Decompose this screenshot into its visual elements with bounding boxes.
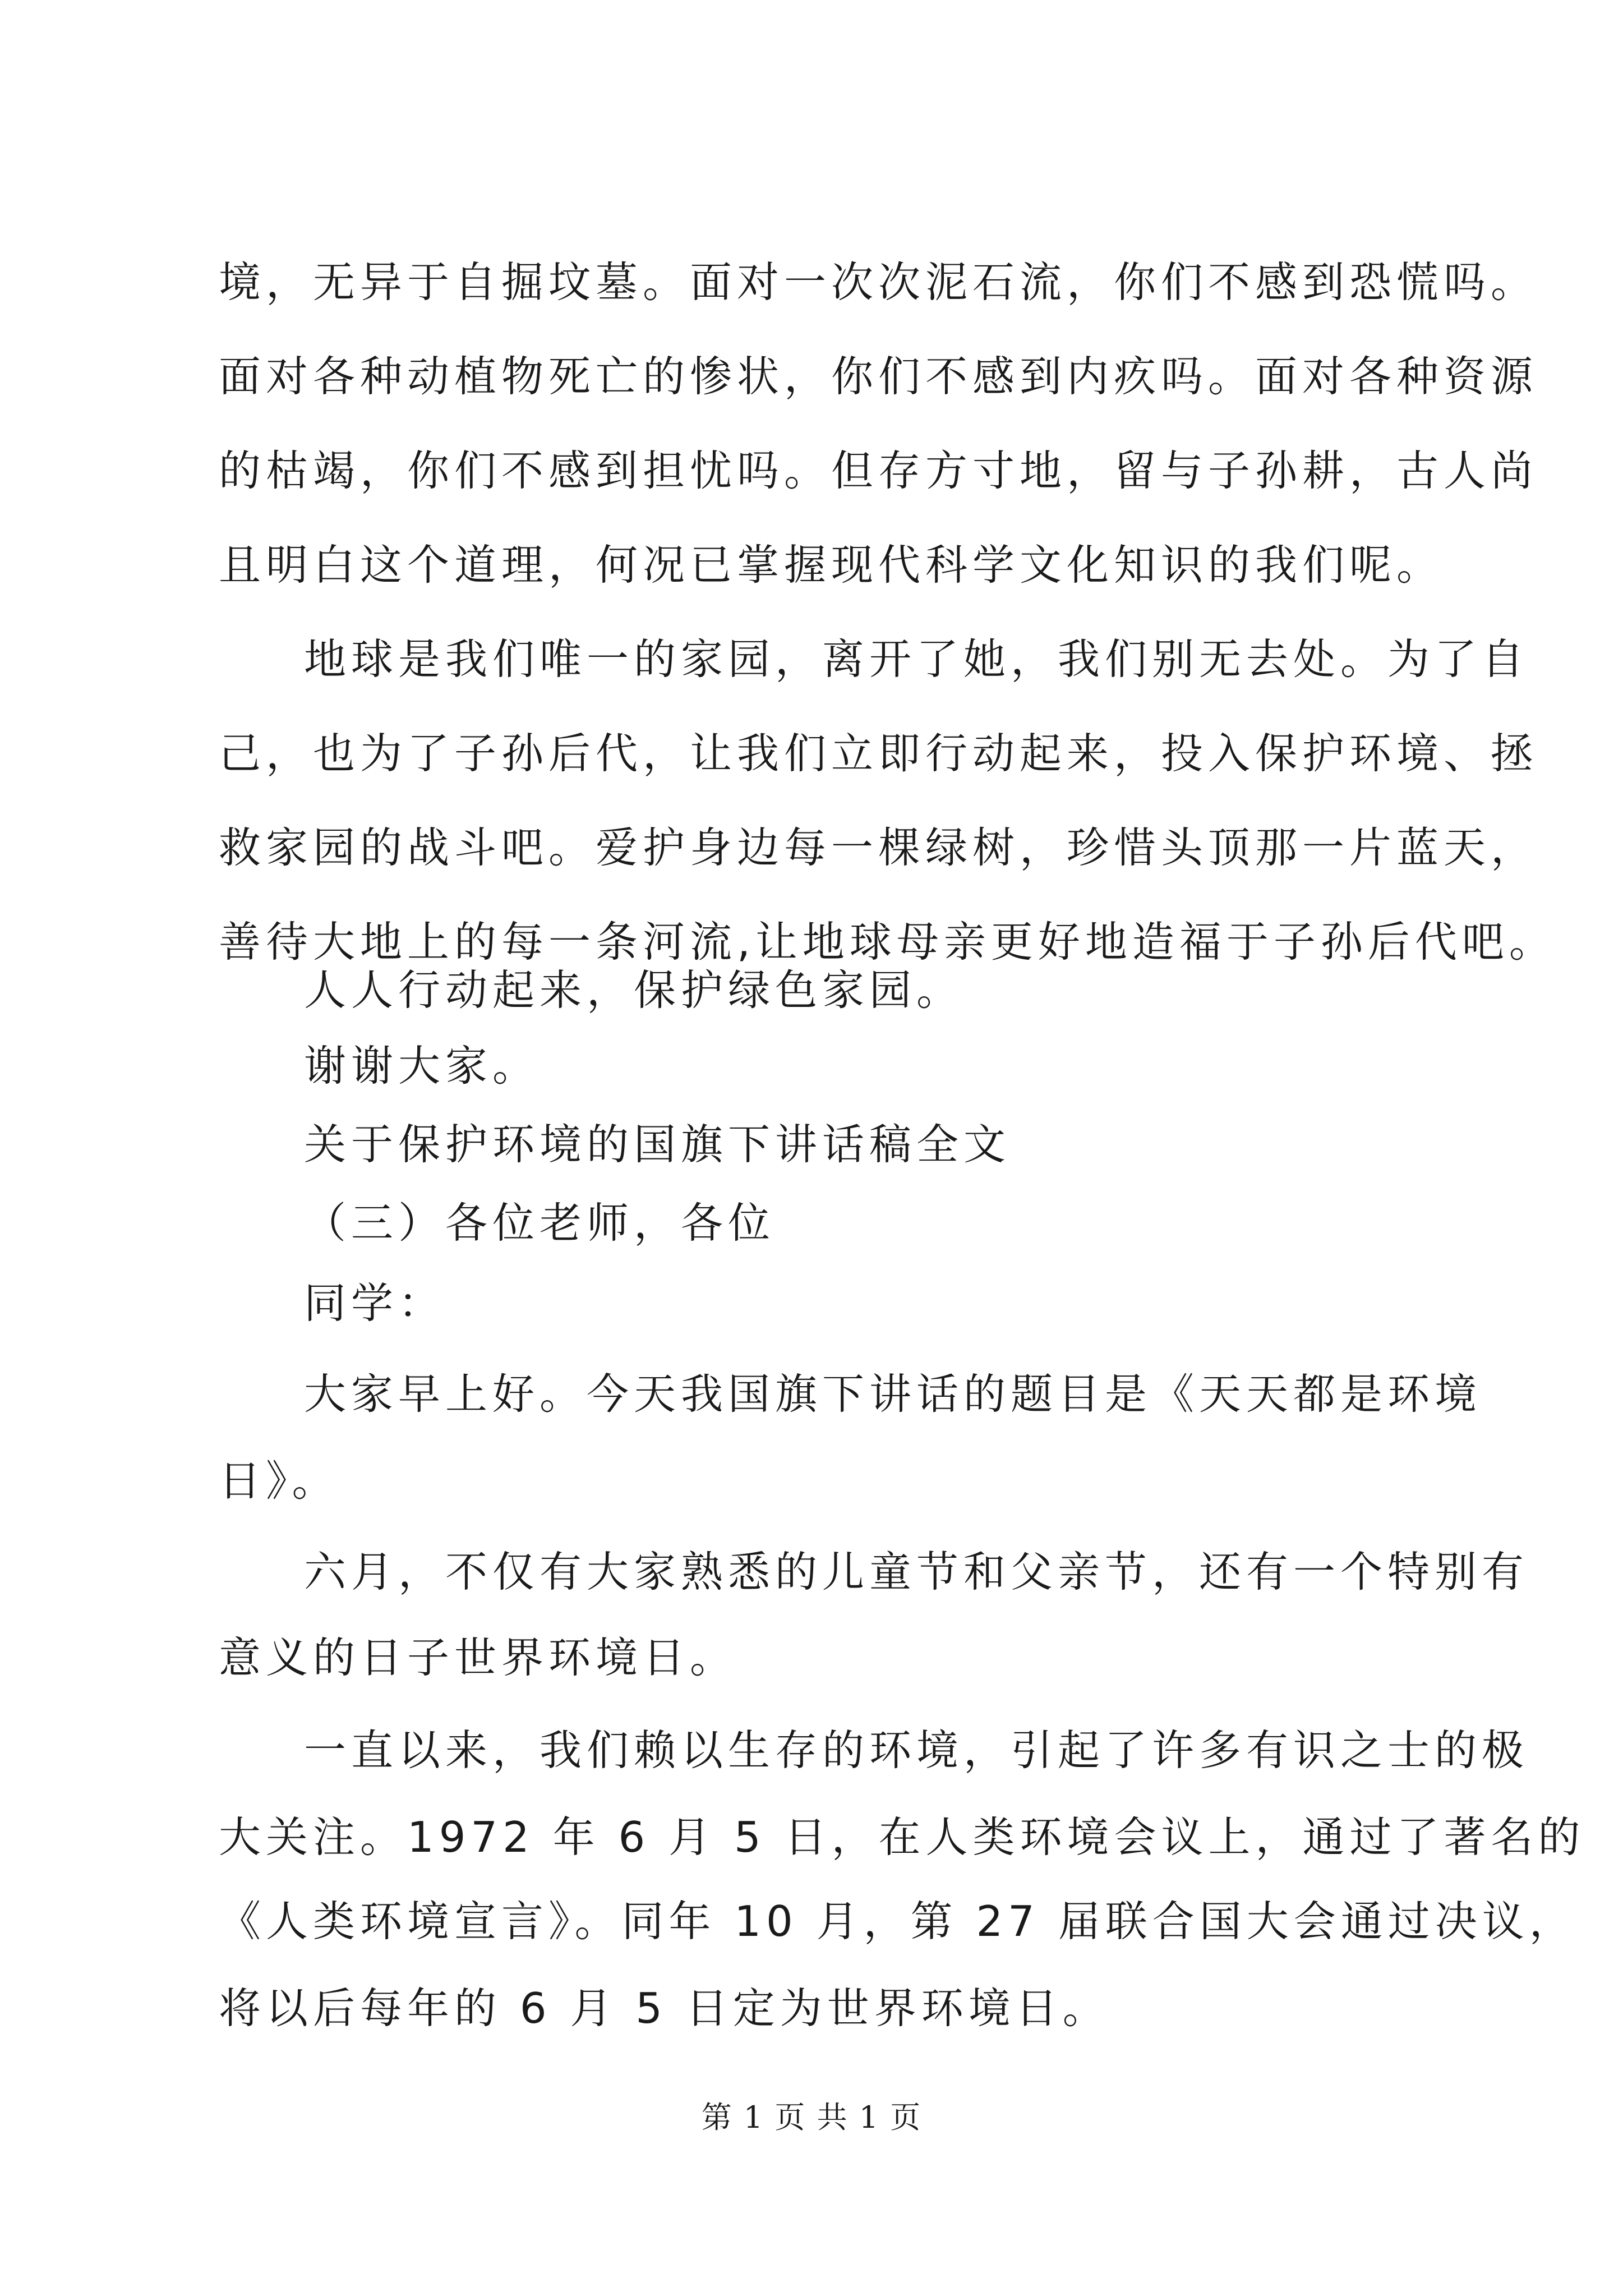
text-line: 将以后每年的 6 月 5 日定为世界环境日。 [219, 1984, 1110, 2033]
text-line: 一直以来，我们赖以生存的环境，引起了许多有识之士的极 [304, 1726, 1529, 1775]
text-line: 的枯竭，你们不感到担忧吗。但存方寸地，留与子孙耕，古人尚 [219, 446, 1538, 495]
text-line: 己，也为了子孙后代，让我们立即行动起来，投入保护环境、拯 [219, 729, 1538, 778]
text-line: 同学： [304, 1278, 446, 1328]
text-line: 大关注。1972 年 6 月 5 日，在人类环境会议上，通过了著名的 [219, 1812, 1585, 1862]
text-line: （三）各位老师，各位 [304, 1198, 776, 1248]
page-footer: 第 1 页 共 1 页 [701, 2100, 922, 2135]
text-line: 境，无异于自掘坟墓。面对一次次泥石流，你们不感到恐慌吗。 [219, 257, 1538, 307]
text-line: 关于保护环境的国旗下讲话稿全文 [304, 1120, 1011, 1169]
text-line: 大家早上好。今天我国旗下讲话的题目是《天天都是环境 [304, 1369, 1482, 1419]
text-line: 《人类环境宣言》。同年 10 月，第 27 届联合国大会通过决议， [219, 1897, 1576, 1946]
text-line: 面对各种动植物死亡的惨状，你们不感到内疚吗。面对各种资源 [219, 352, 1538, 401]
text-line: 且明白这个道理，何况已掌握现代科学文化知识的我们呢。 [219, 540, 1444, 590]
text-line: 地球是我们唯一的家园，离开了她，我们别无去处。为了自 [304, 634, 1529, 684]
text-line: 意义的日子世界环境日。 [219, 1633, 737, 1682]
text-line: 日》。 [219, 1456, 339, 1506]
text-line: 善待大地上的每一条河流,让地球母亲更好地造福于子孙后代吧。 [219, 917, 1556, 967]
text-line: 谢谢大家。 [304, 1041, 540, 1091]
text-line: 救家园的战斗吧。爱护身边每一棵绿树，珍惜头顶那一片蓝天， [219, 823, 1538, 872]
text-line: 人人行动起来，保护绿色家园。 [304, 965, 964, 1015]
text-line: 六月，不仅有大家熟悉的儿童节和父亲节，还有一个特别有 [304, 1547, 1529, 1596]
